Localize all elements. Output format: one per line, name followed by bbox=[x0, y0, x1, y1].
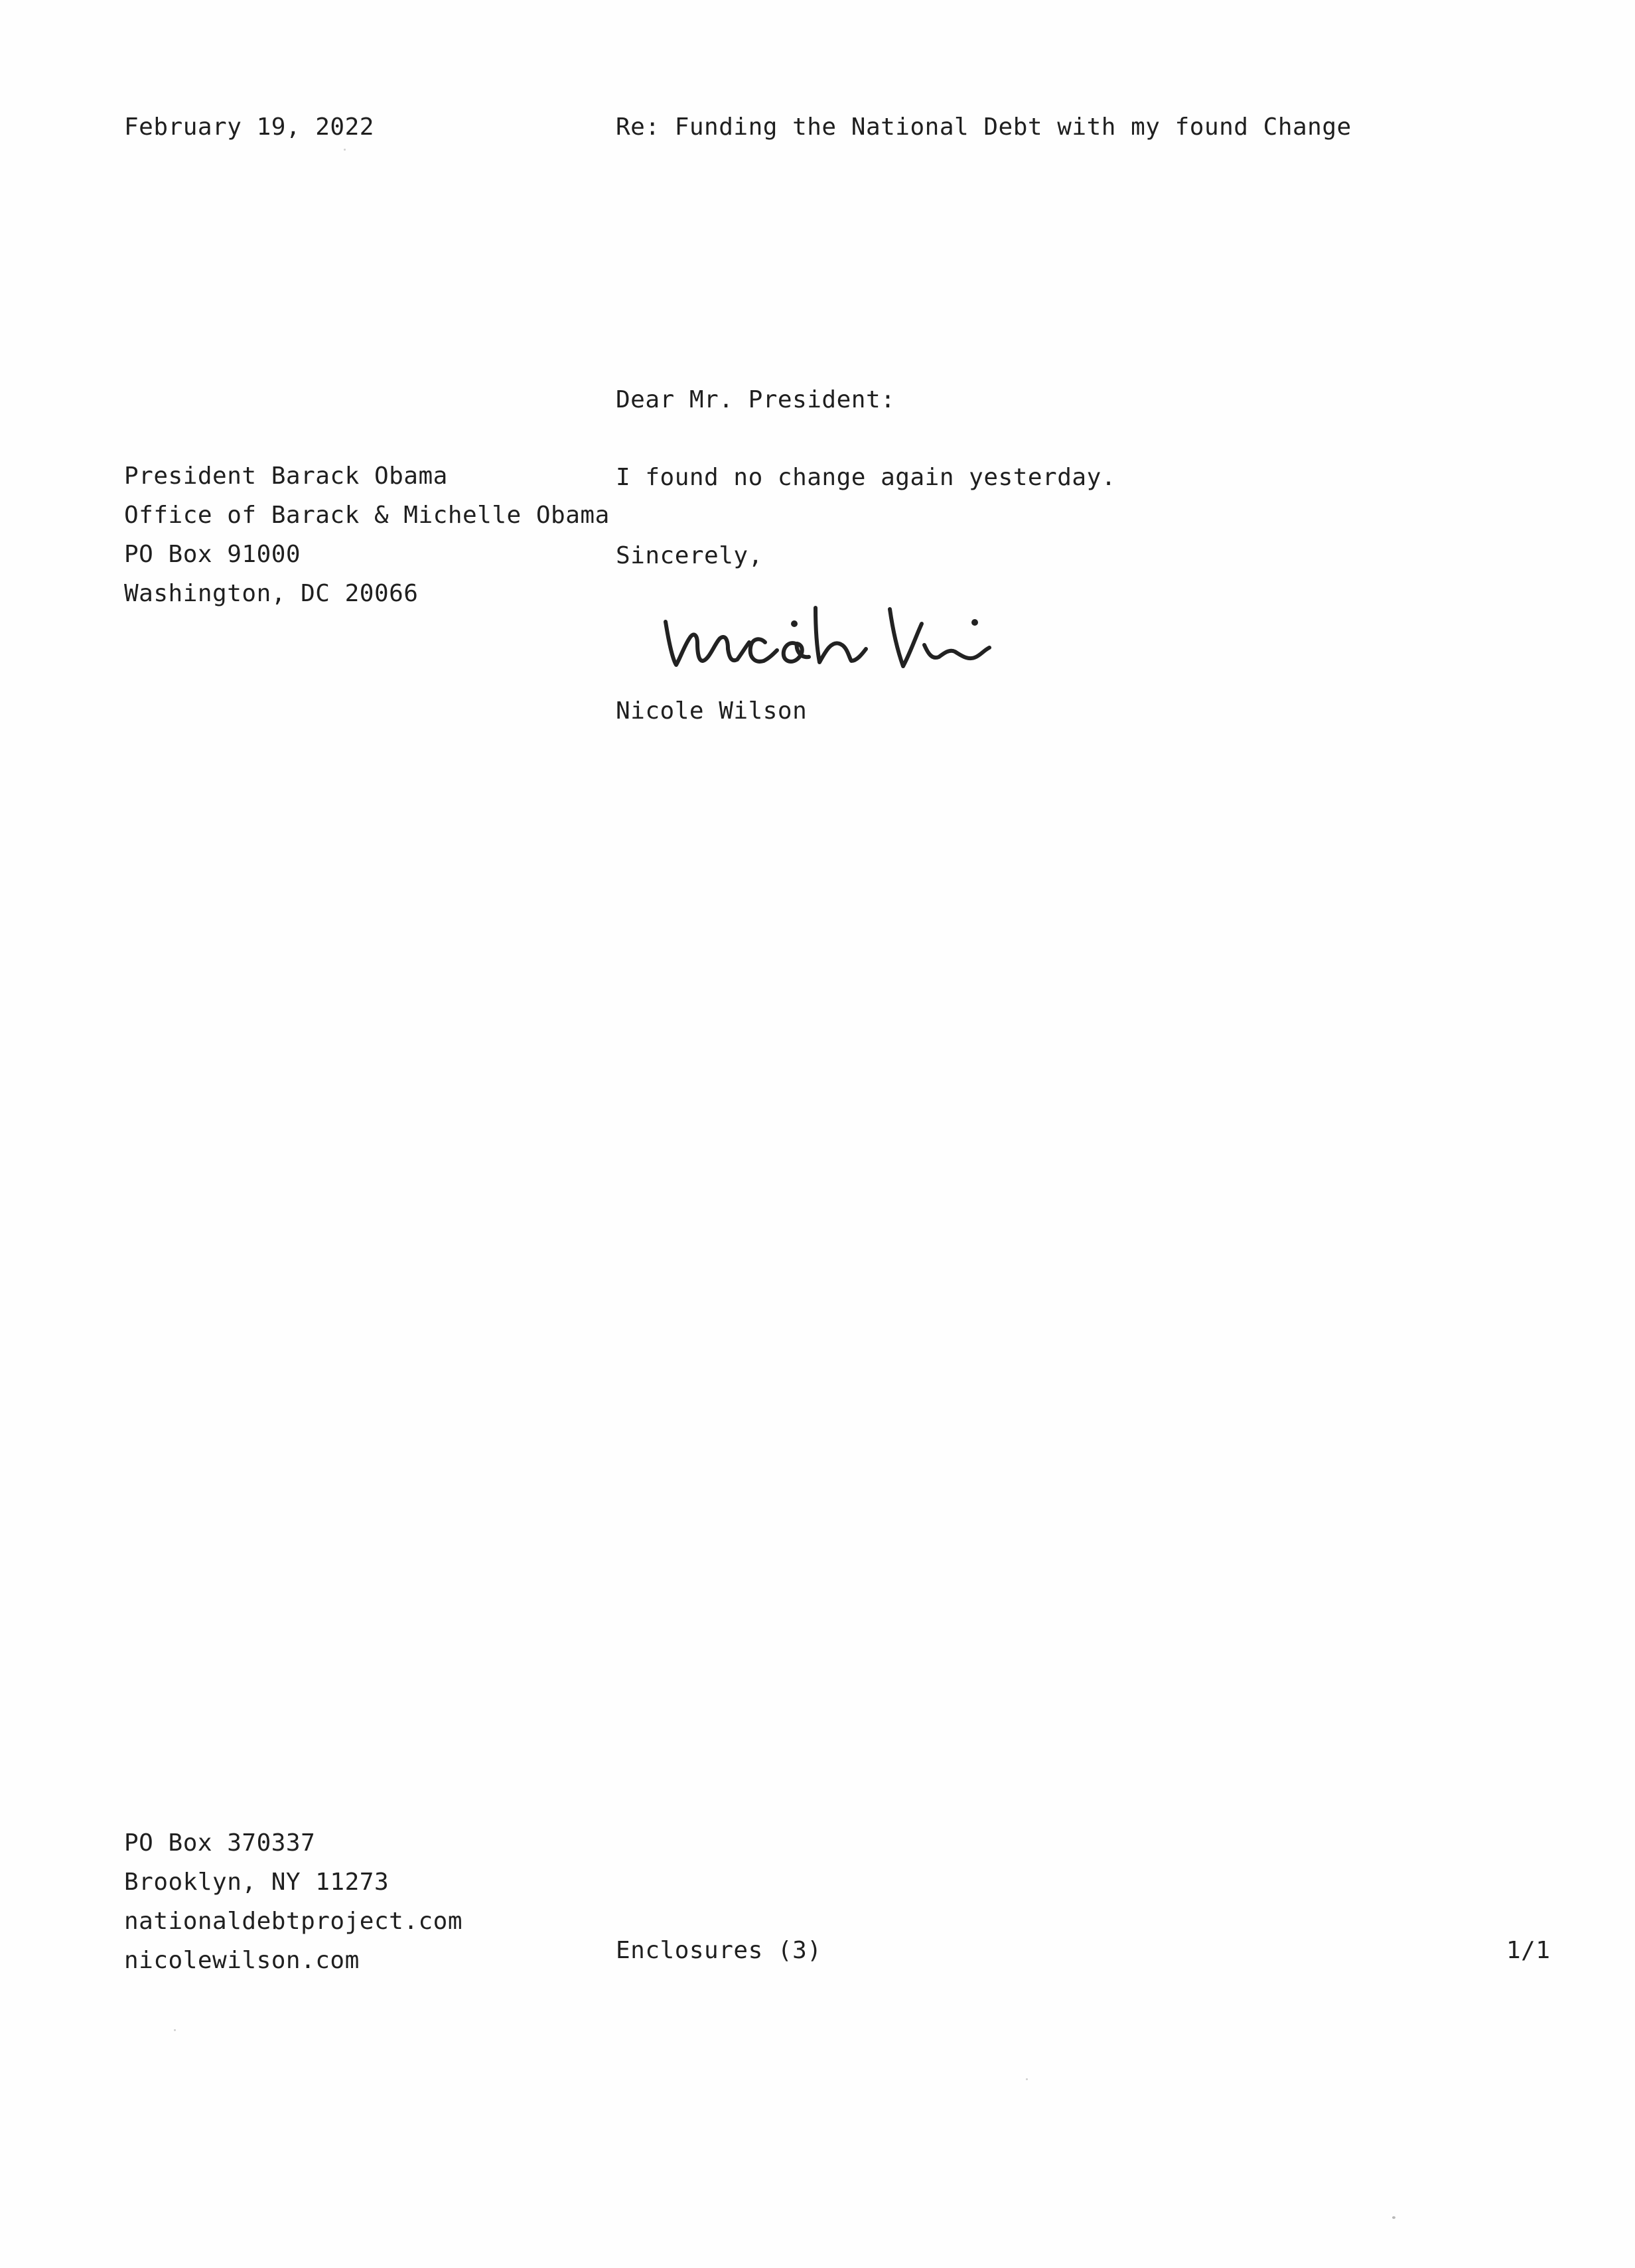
recipient-line: Office of Barack & Michelle Obama bbox=[124, 502, 610, 529]
recipient-line: Washington, DC 20066 bbox=[124, 580, 419, 607]
paper-speck bbox=[174, 2029, 176, 2031]
closing: Sincerely, bbox=[616, 542, 763, 569]
recipient-line: President Barack Obama bbox=[124, 462, 448, 490]
page-number: 1/1 bbox=[1506, 1937, 1551, 1964]
letter-body: I found no change again yesterday. bbox=[616, 464, 1116, 491]
paper-speck bbox=[1392, 2216, 1395, 2219]
sender-line: nicolewilson.com bbox=[124, 1947, 360, 1974]
sender-address bbox=[124, 1823, 462, 1980]
enclosures-note: Enclosures (3) bbox=[616, 1937, 822, 1964]
sender-line: PO Box 370337 bbox=[124, 1829, 316, 1857]
sender-line: nationaldebtproject.com bbox=[124, 1908, 462, 1935]
handwritten-signature bbox=[654, 585, 1038, 685]
letter-date: February 19, 2022 bbox=[124, 113, 374, 141]
salutation: Dear Mr. President: bbox=[616, 386, 896, 413]
sender-line: Brooklyn, NY 11273 bbox=[124, 1869, 390, 1896]
paper-speck bbox=[344, 149, 346, 151]
recipient-address bbox=[124, 457, 610, 613]
paper-speck bbox=[1026, 2078, 1028, 2080]
signer-name: Nicole Wilson bbox=[616, 697, 808, 725]
recipient-line: PO Box 91000 bbox=[124, 541, 301, 568]
letter-subject: Re: Funding the National Debt with my found Change bbox=[616, 113, 1352, 141]
